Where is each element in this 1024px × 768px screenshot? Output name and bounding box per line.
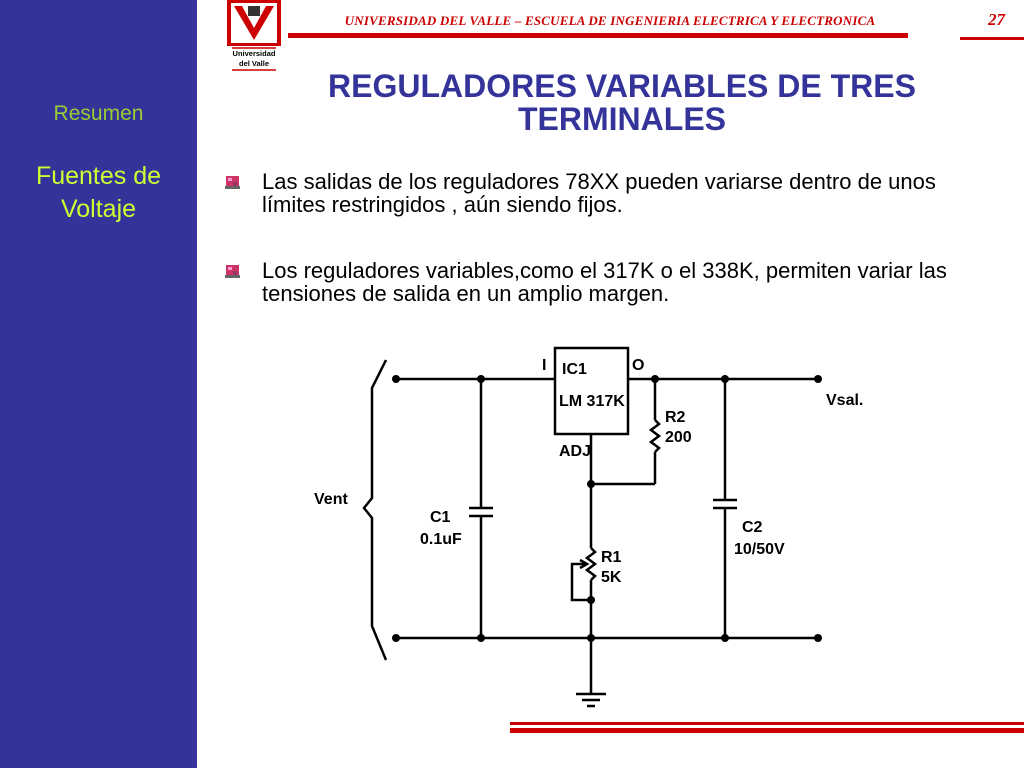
sidebar-section-voltage-sources[interactable] [0,160,197,226]
ic-pin-adj-label: ADJ [559,443,592,460]
sidebar [0,0,197,768]
footer-rule-thin [510,722,1024,725]
bullet-icon [224,262,242,280]
c1-value-label: 0.1uF [420,531,462,548]
node-c1-top [477,375,485,383]
ic-name-label: IC1 [562,361,587,378]
footer-rule-thick [510,728,1024,733]
r2-zigzag [651,420,659,452]
node-c2-top [721,375,729,383]
page-number: 27 [988,10,1005,29]
ic-pin-in-label: I [542,357,547,374]
header-rule [288,33,908,38]
university-logo [226,0,282,72]
regulator-circuit-diagram [310,330,870,715]
logo-detail [248,6,260,16]
sidebar-section-summary[interactable]: Resumen [53,102,144,125]
slide-title-line1: REGULADORES VARIABLES DE TRES [328,68,916,104]
bullet-text: Los reguladores variables,como el 317K o el 338K, permiten variar las tensiones de salida en un amplio margen. [262,258,947,306]
node-r2-top [651,375,659,383]
vent-bracket [364,360,386,660]
r2-name-label: R2 [665,409,686,426]
vout-label: Vsal. [826,392,864,409]
logo-text-line1: Universidad [232,49,276,58]
bullet-text: Las salidas de los reguladores 78XX pueden variarse dentro de unos límites restringidos , aún siendo fijos. [262,169,936,217]
slide-title-line2: TERMINALES [518,101,726,137]
terminal-out-top [814,375,822,383]
sidebar-section-line1: Fuentes de [35,162,162,190]
node-c1-bottom [477,634,485,642]
terminal-in-bottom [392,634,400,642]
r1-name-label: R1 [601,549,622,566]
c2-name-label: C2 [742,519,763,536]
vin-label: Vent [314,491,348,508]
logo-text-line2: del Valle [238,59,270,68]
node-ground [587,634,595,642]
node-c2-bottom [721,634,729,642]
c2-value-label: 10/50V [734,541,785,558]
terminal-out-bottom [814,634,822,642]
r2-value-label: 200 [665,429,692,446]
node-r1-wiper [587,596,595,604]
university-header: UNIVERSIDAD DEL VALLE – ESCUELA DE INGENIERIA ELECTRICA Y ELECTRONICA [344,13,876,28]
terminal-in-top [392,375,400,383]
bullet-icon [224,173,242,191]
slide-title [252,70,992,136]
r1-value-label: 5K [601,569,622,586]
header-rule-right [960,37,1024,40]
node-adj [587,480,595,488]
ic-pin-out-label: O [632,357,645,374]
ic-part-label: LM 317K [559,393,625,410]
sidebar-section-line2: Voltaje [60,195,137,223]
c1-name-label: C1 [430,509,451,526]
